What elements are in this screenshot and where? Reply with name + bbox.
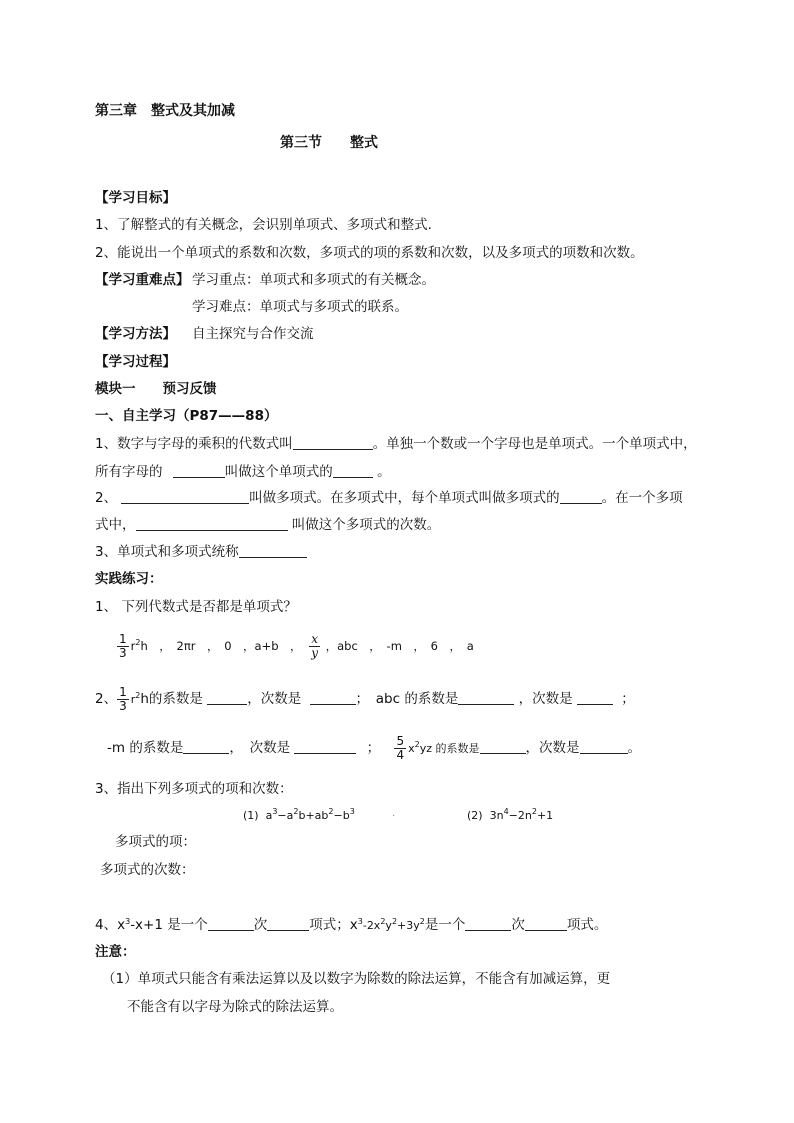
practice-3-text: 3、指出下列多项式的项和次数： [95, 781, 293, 797]
p4-text-a: 4、x [95, 917, 126, 933]
poly1-label: (1) [243, 809, 259, 822]
practice-1-text: 1、 下列代数式是否都是单项式？ [95, 599, 297, 615]
chapter-title: 第三章 整式及其加减 [95, 103, 235, 119]
question-1-line-2 [95, 464, 391, 480]
p2-blank-2[interactable] [310, 691, 356, 705]
q2-text-a: 2、 [95, 490, 118, 506]
practice-1-expressions: $\frac{1}{3}$ $r^2h$ ， 2πr ， 0 ，a+b ， $\frac{x}{y}$ ，abc ， -m ， 6 ， a [119, 632, 474, 660]
p2-text-f: ； [621, 691, 635, 707]
p4-blank-4[interactable] [525, 917, 567, 931]
p4-text-g: +3y [397, 919, 420, 932]
fraction-one-third: $\frac{1}{3}$ [119, 632, 127, 660]
note-header: 注意： [95, 944, 136, 960]
polynomial-1: (1) $a^3-a^2b+ab^2-b^3$ [243, 807, 355, 822]
q1-blank-1[interactable] [293, 436, 373, 450]
p4-text-h: 是一个 [424, 917, 466, 933]
q2-text-e: 叫做这个多项式的次数。 [291, 517, 441, 533]
poly-degree-label: 多项式的次数： [100, 862, 195, 878]
p2-blank-8[interactable] [580, 740, 628, 754]
p2-blank-4[interactable] [577, 691, 613, 705]
p2-text-m: 。 [627, 740, 641, 756]
goals-header: 【学习目标】 [95, 190, 176, 206]
p4-text-e: -2x [362, 919, 381, 932]
q1-text-d: 叫做这个单项式的 [224, 464, 333, 480]
section-title: 第三节 整式 [280, 135, 378, 151]
expr-list-1: h ， 2πr ， 0 ，a+b ， [140, 639, 302, 653]
p2-fraction-one-third: $\frac{1}{3}$ [119, 684, 127, 713]
question-3 [95, 544, 307, 560]
question-2-line-1 [95, 490, 683, 506]
q2-blank-2[interactable] [560, 490, 602, 504]
polynomial-2: (2) $3n^4-2n^2+1$ [467, 807, 554, 822]
p4-blank-1[interactable] [208, 917, 254, 931]
p2-text-e: ，次数是 [518, 691, 573, 707]
p2-text-j: x [408, 742, 415, 755]
q2-blank-3[interactable] [136, 517, 288, 531]
p4-text-j: 项式。 [566, 917, 608, 933]
key-focus: 学习重点：单项式和多项式的有关概念。 [192, 272, 435, 288]
method-header: 【学习方法】 [95, 326, 176, 342]
p2-blank-1[interactable] [207, 691, 247, 705]
key-points-header: 【学习重难点】 [95, 272, 190, 288]
expr-list-2: ，abc ， -m ， 6 ， a [325, 639, 474, 653]
p2-blank-6[interactable] [294, 740, 356, 754]
poly-terms-label: 多项式的项： [115, 834, 196, 850]
p2-text-l: ，次数是 [525, 740, 580, 756]
p4-text-f: y [385, 919, 392, 932]
q2-blank-1[interactable] [121, 490, 249, 504]
p2-text-a: r [130, 693, 136, 706]
goal-item-1: 1、了解整式的有关概念，会识别单项式、多项式和整式. [95, 217, 432, 233]
q3-blank[interactable] [239, 544, 307, 558]
question-2-line-2 [95, 517, 440, 533]
expr-r: r [130, 639, 136, 653]
p2-blank-7[interactable] [480, 740, 526, 754]
p2-prefix: 2、 [95, 691, 118, 707]
q3-text: 3、单项式和多项式统称 [95, 544, 239, 560]
p4-text-c: 次 [253, 917, 268, 933]
p2-blank-5[interactable] [183, 740, 229, 754]
p4-text-d: 项式；x [309, 917, 358, 933]
p2-blank-3[interactable] [458, 691, 514, 705]
p4-text-b: -x+1 是一个 [130, 917, 208, 933]
practice-2-line-1: 2、 $\frac{1}{3}$ $r^2h$的系数是 ，次数是 ； abc 的系数是 ，次数是 ； [95, 684, 635, 713]
p4-text-i: 次 [511, 917, 525, 933]
p2-fraction-five-fourths: $\frac{5}{4}$ [396, 733, 405, 762]
method-text: 自主探究与合作交流 [192, 326, 314, 342]
p2-text-k: yz 的系数是 [419, 742, 480, 755]
question-1-line-1 [95, 436, 697, 452]
key-difficulty: 学习难点：单项式与多项式的联系。 [192, 299, 408, 315]
practice-4: 4、$x^3-x+1$ 是一个 次 项式；$x^3-2x^2y^2+3y^2$是一个 次 项式。 [95, 917, 608, 933]
note-line-1: （1）单项式只能含有乘法运算以及以数字为除数的除法运算，不能含有加减运算，更 [102, 971, 611, 987]
note-line-2: 不能含有以字母为除式的除法运算。 [127, 999, 343, 1015]
practice-2-line-2: -m 的系数是 ， 次数是 ； $\frac{5}{4}$ $x^2yz$ 的系数是 ，次数是 。 [107, 733, 641, 762]
p4-blank-3[interactable] [465, 917, 511, 931]
p2-text-c: ，次数是 [247, 691, 302, 707]
poly2-label: (2) [467, 809, 483, 822]
p4-blank-2[interactable] [267, 917, 309, 931]
p2-text-h: ， 次数是 [229, 740, 291, 756]
fraction-x-over-y: $\frac{x}{y}$ [311, 632, 318, 660]
q1-text-c: 所有字母的 [95, 464, 163, 480]
q1-text-e: 。 [377, 464, 391, 480]
p2-text-g: -m 的系数是 [107, 740, 184, 756]
p2-text-b: h的系数是 [140, 691, 203, 707]
q2-text-d: 式中， [95, 517, 136, 533]
goal-item-2: 2、能说出一个单项式的系数和次数，多项式的项的系数和次数，以及多项式的项数和次数。 [95, 245, 644, 261]
q1-blank-3[interactable] [333, 464, 373, 478]
p2-text-d: ； abc 的系数是 [355, 691, 459, 707]
module-title: 模块一 预习反馈 [95, 381, 217, 397]
practice-header: 实践练习： [95, 571, 163, 587]
p2-text-i: ； [366, 740, 381, 756]
q1-blank-2[interactable] [173, 464, 225, 478]
part1-title: 一、自主学习（P87——88） [95, 408, 278, 424]
q1-text-a: 1、数字与字母的乘积的代数式叫 [95, 436, 293, 452]
process-header: 【学习过程】 [95, 354, 176, 370]
q2-text-c: 。在一个多项 [601, 490, 683, 506]
q1-text-b: 。单独一个数或一个字母也是单项式。一个单项式中， [372, 436, 697, 452]
q2-text-b: 叫做多项式。在多项式中，每个单项式叫做多项式的 [249, 490, 560, 506]
